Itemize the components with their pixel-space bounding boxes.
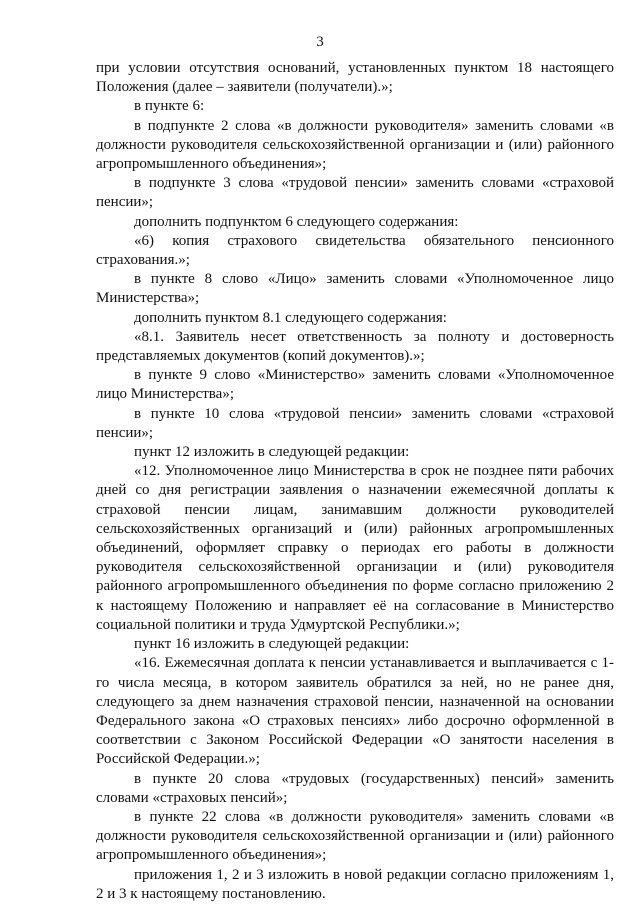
paragraph-18: приложения 1, 2 и 3 изложить в новой редакции согласно приложениям 1, 2 и 3 к настоящему постановлению. [96, 866, 614, 902]
paragraph-8: дополнить пунктом 8.1 следующего содержания: [134, 309, 447, 326]
paragraph-5: дополнить подпунктом 6 следующего содержания: [134, 213, 459, 230]
paragraph-7: в пункте 8 слово «Лицо» заменить словами «Уполномоченное лицо Министерства»; [96, 271, 614, 307]
paragraph-12: пункт 12 изложить в следующей редакции: [134, 444, 410, 461]
paragraph-4: в подпункте 3 слова «трудовой пенсии» заменить словами «страховой пенсии»; [96, 175, 614, 211]
paragraph-1: при условии отсутствия оснований, установленных пунктом 18 настоящего Положения (далее – заявители (получатели).»; [96, 60, 614, 96]
paragraph-6: «6) копия страхового свидетельства обязательного пенсионного страхования.»; [96, 232, 614, 269]
paragraph-11: в пункте 10 слова «трудовой пенсии» заменить словами «страховой пенсии»; [96, 405, 614, 441]
paragraph-3: в подпункте 2 слова «в должности руководителя» заменить словами «в должности руководителя сельскохозяйственной организации и (или) районного агропромышленного объединения»; [96, 117, 614, 173]
paragraph-2: в пункте 6: [134, 98, 205, 115]
paragraph-14: пункт 16 изложить в следующей редакции: [134, 636, 410, 653]
paragraph-9: «8.1. Заявитель несет ответственность за полноту и достоверность представляемых документов (копий документов).»; [96, 328, 614, 365]
page-number: 3 [316, 34, 324, 50]
paragraph-10: в пункте 9 слово «Министерство» заменить словами «Уполномоченное лицо Министерства»; [96, 367, 614, 403]
document-body [96, 59, 614, 904]
paragraph-17: в пункте 22 слова «в должности руководителя» заменить словами «в должности руководителя сельскохозяйственной организации и (или) районного агропромышленного объединения»; [96, 808, 614, 864]
paragraph-15: «16. Ежемесячная доплата к пенсии устанавливается и выплачивается с 1-го числа месяца, в котором заявитель обратился за ней, но не ранее дня, следующего за днем назначения страховой пенсии, назначенной на основании Федерального закона «О страховых пенсиях» либо досрочно оформленной в соответствии с Законом Российской Федерации «О занятости населения в Российской Федерации.»; [96, 655, 614, 768]
paragraph-13: «12. Уполномоченное лицо Министерства в срок не позднее пяти рабочих дней со дня регистрации заявления о назначении ежемесячной доплаты к страховой пенсии лицам, занимавшим должности руководителей сельскохозяйственных организаций и (или) районных агропромышленных объединений, оформляет справку о периодах его работы в должности руководителя сельскохозяйственной организации и (или) руководителя районного агропромышленного объединения по форме согласно приложению 2 к настоящему Положению и направляет её на согласование в Министерство социальной политики и труда Удмуртской Республики.»; [96, 463, 614, 633]
paragraph-16: в пункте 20 слова «трудовых (государственных) пенсий» заменить словами «страховых пенсий»; [96, 770, 614, 806]
